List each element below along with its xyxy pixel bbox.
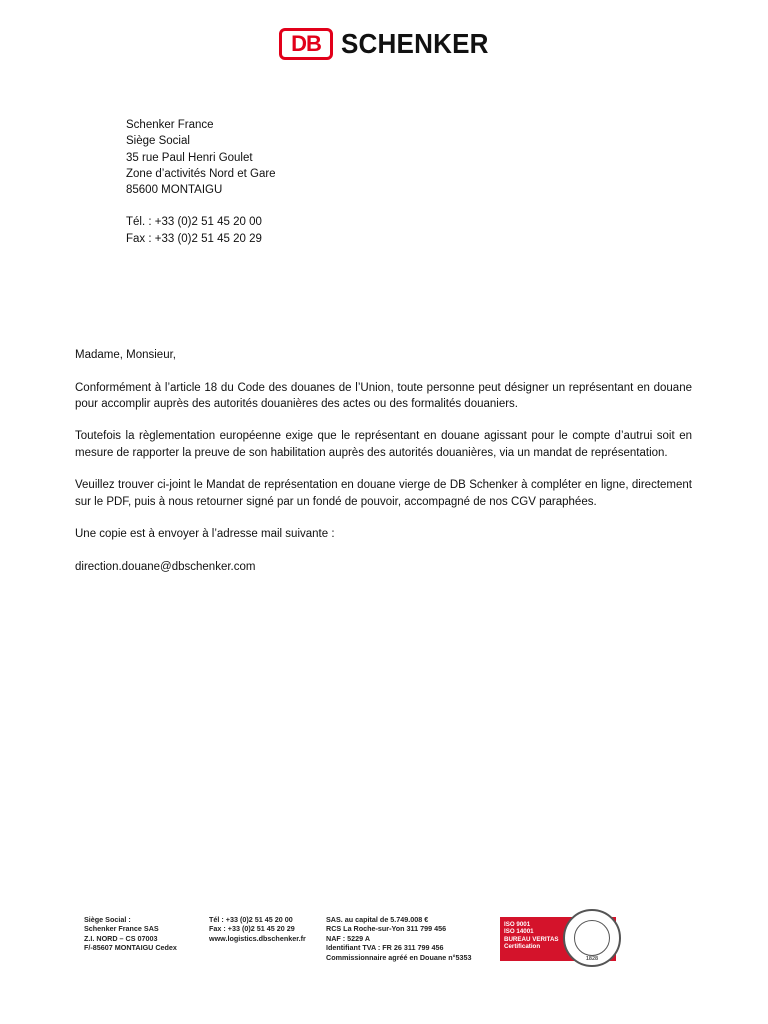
address-line: 85600 MONTAIGU <box>126 184 223 197</box>
salutation: Madame, Monsieur, <box>75 349 176 361</box>
address-phone: Tél. : +33 (0)2 51 45 20 00 <box>126 216 262 229</box>
footer-line: Siège Social : <box>84 915 131 924</box>
footer-line: NAF : 5229 A <box>326 933 371 943</box>
address-line: Schenker France <box>126 119 214 131</box>
footer-contact <box>209 915 306 943</box>
paragraph: Une copie est à envoyer à l’adresse mail suivante : <box>75 528 335 541</box>
seal-year: 1828 <box>585 956 599 962</box>
address-line: 35 rue Paul Henri Goulet <box>126 151 253 164</box>
paragraph: Veuillez trouver ci-joint le Mandat de représentation en douane vierge de DB Schenker à compléter en ligne, directement sur le PDF, puis à nous retourner signé par un fondé de pouvoir, accompagné de nos CGV paraphées. <box>75 479 692 508</box>
footer-line: Fax : +33 (0)2 51 45 20 29 <box>209 924 295 934</box>
bureau-veritas-seal-icon <box>563 909 621 967</box>
email-address: direction.douane@dbschenker.com <box>75 560 256 573</box>
footer-line: Identifiant TVA : FR 26 311 799 456 <box>326 943 444 953</box>
schenker-wordmark: SCHENKER <box>341 28 489 59</box>
footer-line: Tél : +33 (0)2 51 45 20 00 <box>209 915 293 924</box>
db-logo-box: DB <box>279 28 333 60</box>
address-fax: Fax : +33 (0)2 51 45 20 29 <box>126 232 262 245</box>
iso-line: ISO 14001 <box>504 928 534 936</box>
sender-address <box>126 117 276 247</box>
paragraph: Conformément à l’article 18 du Code des douanes de l’Union, toute personne peut désigner un représentant en douane pour accomplir auprès des autorités douanières des actes ou des formalités douaniers. <box>75 381 692 410</box>
iso-line: Certification <box>504 942 541 950</box>
db-schenker-logo <box>279 26 500 62</box>
footer-company <box>84 915 177 953</box>
footer-line: Schenker France SAS <box>84 924 159 934</box>
iso-line: BUREAU VERITAS <box>504 935 559 943</box>
footer-line: SAS. au capital de 5.749.008 € <box>326 915 429 924</box>
iso-line: ISO 9001 <box>504 921 531 928</box>
footer-line: RCS La Roche-sur-Yon 311 799 456 <box>326 924 447 934</box>
footer-line: www.logistics.dbschenker.fr <box>209 933 306 943</box>
address-line: Siège Social <box>126 135 190 148</box>
letter-body <box>75 347 692 591</box>
paragraph: Toutefois la règlementation européenne exige que le représentant en douane agissant pour le compte d’autrui soit en mesure de rapporter la preuve de son habilitation auprès des autorités douanières, via un mandat de représentation. <box>75 430 692 459</box>
footer-line: Commissionnaire agréé en Douane n°5353 <box>326 952 472 962</box>
address-line: Zone d’activités Nord et Gare <box>126 167 276 180</box>
footer-line: F/-85607 MONTAIGU Cedex <box>84 943 177 953</box>
footer-line: Z.I. NORD – CS 07003 <box>84 933 158 943</box>
footer-legal <box>326 915 471 962</box>
